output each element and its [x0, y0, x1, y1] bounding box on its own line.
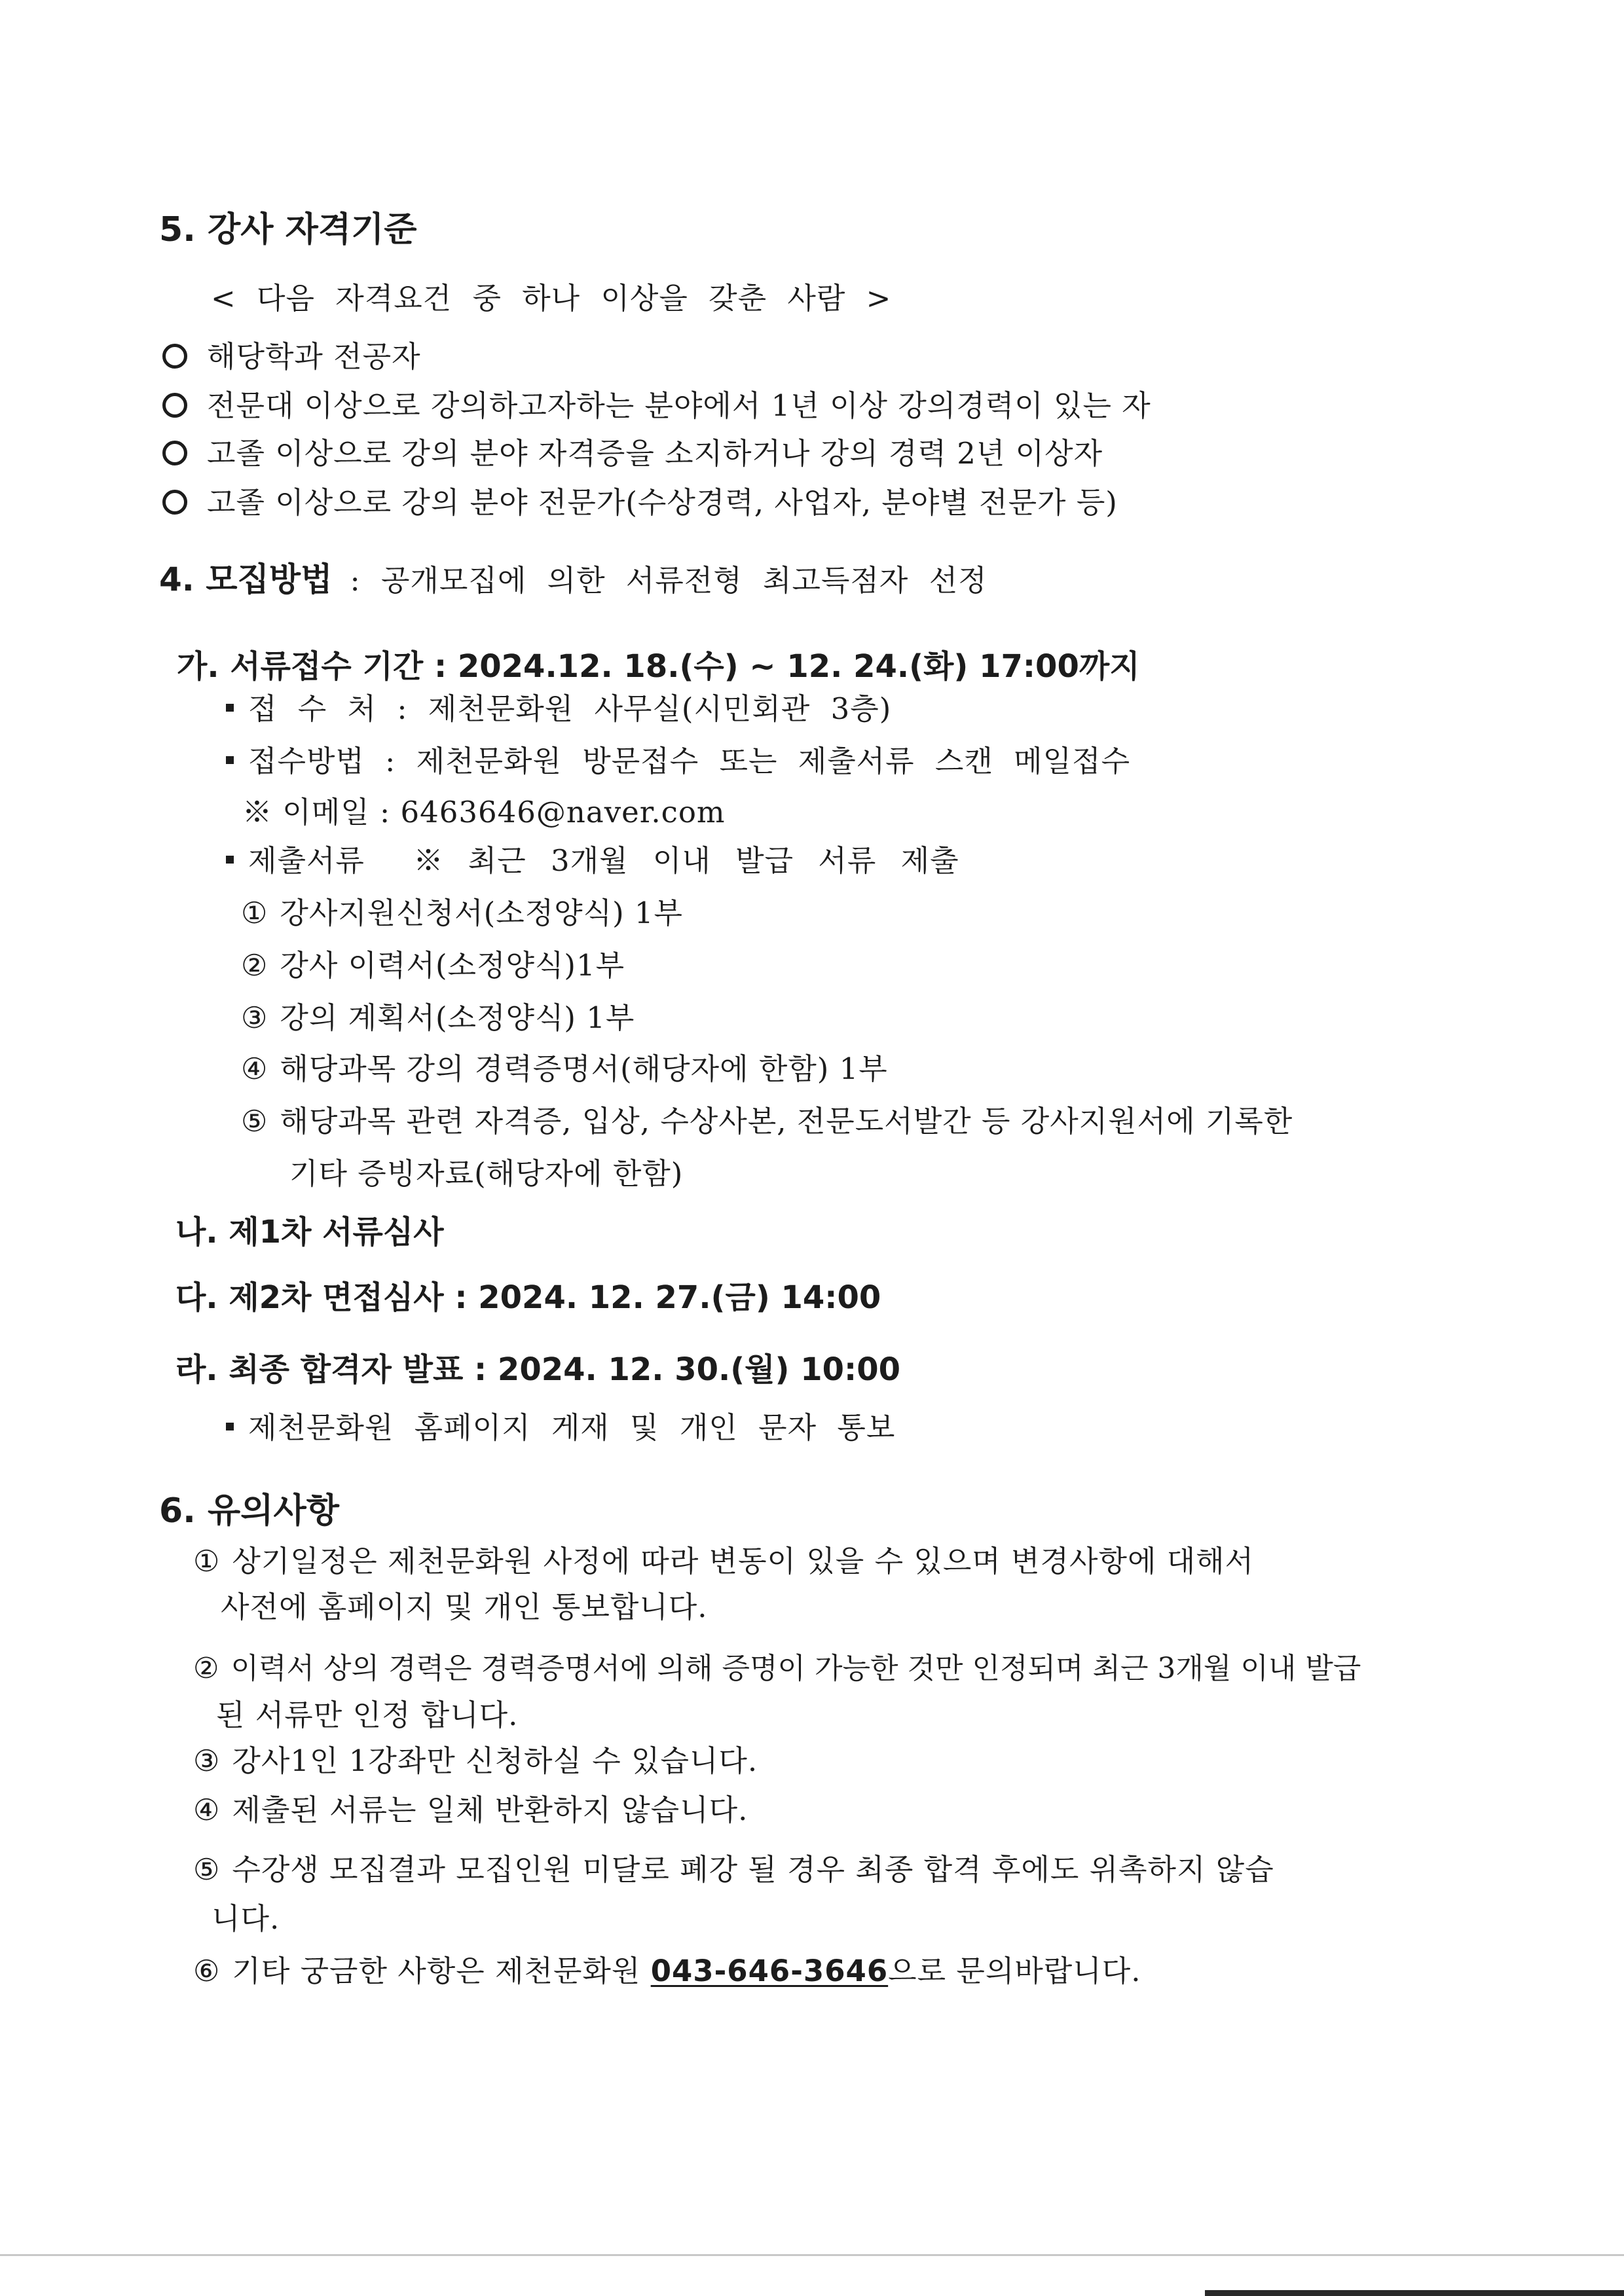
section6-heading: 6. 유의사항 [159, 1491, 339, 1531]
footer-divider [0, 2254, 1624, 2256]
square-bullet-icon [226, 704, 234, 712]
list-item-text: 해당학과 전공자 [207, 339, 421, 374]
section4-text: : 공개모집에 의한 서류전형 최고득점자 선정 [350, 563, 987, 598]
circle-bullet-icon [162, 490, 187, 515]
section5-subtitle: < 다음 자격요건 중 하나 이상을 갖춘 사람 > [211, 281, 892, 316]
ga-title: 가. 서류접수 기간 : 2024.12. 18.(수) ~ 12. 24.(화) 17:00까지 [177, 648, 1140, 685]
phone-number: 043-646-3646 [650, 1954, 889, 1988]
ra-title: 라. 최종 합격자 발표 : 2024. 12. 30.(월) 10:00 [175, 1351, 900, 1388]
circle-bullet-icon [162, 441, 187, 465]
notice-item: ① 상기일정은 제천문화원 사정에 따라 변동이 있을 수 있으며 변경사항에 대해서 [193, 1544, 1255, 1578]
document-item: ① 강사지원신청서(소정양식) 1부 [241, 896, 684, 930]
list-item [162, 436, 1103, 471]
section5-heading: 5. 강사 자격기준 [159, 210, 417, 249]
notice-item: ③ 강사1인 1강좌만 신청하실 수 있습니다. [193, 1743, 758, 1778]
notice-item: ⑥ 기타 궁금한 사항은 제천문화원 043-646-3646으로 문의바랍니다. [193, 1954, 1141, 1988]
notice-item: ② 이력서 상의 경력은 경력증명서에 의해 증명이 가능한 것만 인정되며 최근 3개월 이내 발급 [193, 1652, 1361, 1685]
footer-bar [1205, 2290, 1624, 2296]
document-item-continued: 기타 증빙자료(해당자에 한함) [289, 1156, 684, 1191]
da-title: 다. 제2차 면접심사 : 2024. 12. 27.(금) 14:00 [175, 1279, 881, 1316]
notice-item-continued: 사전에 홈페이지 및 개인 통보합니다. [221, 1590, 708, 1624]
ra-note: 제천문화원 홈페이지 게재 및 개인 문자 통보 [226, 1413, 895, 1442]
list-item-text: 고졸 이상으로 강의 분야 자격증을 소지하거나 강의 경력 2년 이상자 [207, 436, 1103, 471]
list-item-text: 고졸 이상으로 강의 분야 전문가(수상경력, 사업자, 분야별 전문가 등) [207, 485, 1118, 520]
section4-heading [159, 560, 987, 598]
na-title: 나. 제1차 서류심사 [175, 1214, 444, 1250]
receipt-place: 접 수 처 : 제천문화원 사무실(시민회관 3층) [226, 694, 891, 723]
documents-title: 제출서류 ※ 최근 3개월 이내 발급 서류 제출 [226, 846, 959, 875]
list-item [162, 388, 1151, 423]
document-item: ④ 해당과목 강의 경력증명서(해당자에 한함) 1부 [241, 1051, 888, 1086]
circle-bullet-icon [162, 393, 187, 418]
document-item: ③ 강의 계획서(소정양식) 1부 [241, 1000, 635, 1035]
notice-item: ④ 제출된 서류는 일체 반환하지 않습니다. [193, 1793, 748, 1827]
circle-bullet-icon [162, 344, 187, 369]
square-bullet-icon [226, 856, 234, 864]
section4-label: 4. 모집방법 [159, 560, 333, 598]
email-line: ※ 이메일 : 6463646@naver.com [242, 795, 726, 829]
receipt-method: 접수방법 : 제천문화원 방문접수 또는 제출서류 스캔 메일접수 [226, 746, 1130, 776]
list-item [162, 339, 421, 374]
document-item: ⑤ 해당과목 관련 자격증, 입상, 수상사본, 전문도서발간 등 강사지원서에 기록한 [241, 1104, 1293, 1139]
notice-item: ⑤ 수강생 모집결과 모집인원 미달로 폐강 될 경우 최종 합격 후에도 위촉하지 않습 [193, 1852, 1274, 1887]
square-bullet-icon [226, 1423, 234, 1430]
notice-item-continued: 니다. [212, 1901, 280, 1936]
list-item [162, 485, 1118, 520]
square-bullet-icon [226, 756, 234, 764]
document-item: ② 강사 이력서(소정양식)1부 [241, 948, 625, 983]
notice-item-continued: 된 서류만 인정 합니다. [216, 1698, 519, 1732]
list-item-text: 전문대 이상으로 강의하고자하는 분야에서 1년 이상 강의경력이 있는 자 [207, 388, 1151, 423]
